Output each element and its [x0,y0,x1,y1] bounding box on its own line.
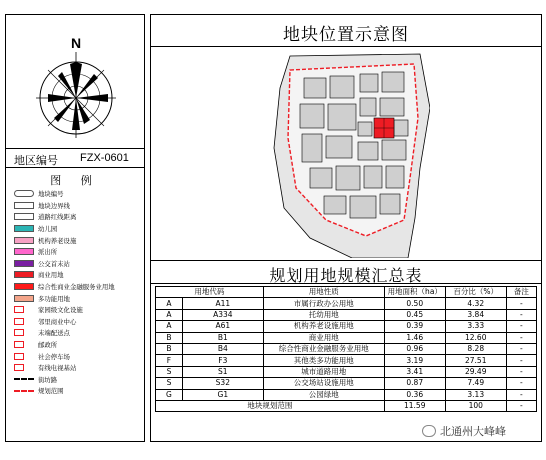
header-nature: 用地性质 [263,287,384,298]
table-cell: 7.49 [445,378,506,389]
total-label: 地块规划范围 [156,400,385,411]
legend-label: 地块编号 [38,190,64,199]
table-cell: S32 [182,378,263,389]
table-cell: F [156,355,183,366]
legend-item [14,234,142,246]
legend-item [14,362,142,374]
legend-swatch [14,329,24,336]
legend-label: 综合性商业金融服务业用地 [38,283,115,292]
table-cell: - [506,389,536,400]
table-cell: 其他类多功能用地 [263,355,384,366]
parcel-code-value: FZX-0601 [80,152,129,164]
site-map [270,48,430,258]
table-cell: 0.50 [384,298,445,309]
legend-swatch [14,353,24,360]
table-cell: A61 [182,321,263,332]
legend-label: 机构养老设施 [38,236,77,245]
legend-item [14,304,142,316]
table-row [156,321,537,332]
total-percent: 100 [445,400,506,411]
legend-label: 公交首末站 [38,259,70,268]
table-cell: 3.84 [445,309,506,320]
legend-item [14,292,142,304]
legend-swatch [14,390,34,392]
table-cell: 0.96 [384,343,445,354]
table-row [156,389,537,400]
wechat-icon [422,425,436,437]
table-cell: S1 [182,366,263,377]
legend-item [14,350,142,362]
header-area: 用地面积（ha） [384,287,445,298]
legend-label: 街坊路 [38,375,58,384]
table-cell: - [506,378,536,389]
legend-item [14,223,142,235]
legend-swatch [14,306,24,313]
table-cell: A334 [182,309,263,320]
total-area: 11.59 [384,400,445,411]
legend-list [14,188,142,397]
legend-swatch [14,283,34,290]
legend-label: 商业用地 [38,271,64,280]
table-cell: S [156,378,183,389]
table-title: 规划用地规模汇总表 [269,266,423,285]
table-row [156,298,537,309]
legend-label: 派出所 [38,248,58,257]
legend-item [14,246,142,258]
table-cell: 0.36 [384,389,445,400]
table-cell: 0.45 [384,309,445,320]
legend-swatch [14,202,34,209]
legend-label: 社会停车场 [38,352,70,361]
table-cell: 8.28 [445,343,506,354]
table-cell: 12.60 [445,332,506,343]
watermark [422,423,506,439]
legend-swatch [14,341,24,348]
table-cell: 3.13 [445,389,506,400]
table-cell: - [506,321,536,332]
table-row [156,309,537,320]
legend-label: 多功能用地 [38,294,70,303]
table-cell: B [156,343,183,354]
table-cell: 1.46 [384,332,445,343]
table-cell: A [156,321,183,332]
table-cell: - [506,309,536,320]
header-code: 用地代码 [156,287,264,298]
table-row [156,355,537,366]
table-cell: A [156,298,183,309]
table-cell: 综合性商业金融服务业用地 [263,343,384,354]
legend-item [14,385,142,397]
legend-label: 家园级文化设施 [38,306,83,315]
legend-item [14,258,142,270]
table-cell: 城市道路用地 [263,366,384,377]
table-cell: - [506,366,536,377]
page-title: 地块位置示意图 [283,25,409,45]
legend-swatch [14,190,34,197]
legend-swatch [14,213,34,220]
table-cell: B1 [182,332,263,343]
total-remark: - [506,400,536,411]
table-cell: G1 [182,389,263,400]
legend-label: 地块边界线 [38,201,70,210]
table-cell: F3 [182,355,263,366]
legend-swatch [14,248,34,255]
table-cell: - [506,332,536,343]
table-cell: 托幼用地 [263,309,384,320]
legend-item [14,200,142,212]
table-cell: 3.41 [384,366,445,377]
table-cell: A11 [182,298,263,309]
legend-label: 幼儿园 [38,225,58,234]
legend-swatch [14,237,34,244]
legend-label: 邻里商业中心 [38,317,77,326]
header-percent: 百分比（%） [445,287,506,298]
legend-label: 道路红线距离 [38,213,77,222]
table-cell: 3.33 [445,321,506,332]
table-cell: - [506,355,536,366]
table-header-row [156,287,537,298]
table-cell: 公交场站设施用地 [263,378,384,389]
legend-item [14,339,142,351]
compass-rose [20,34,132,146]
table-row [156,378,537,389]
legend-item [14,188,142,200]
header-remark: 备注 [506,287,536,298]
legend-heading: 图 例 [50,174,100,187]
legend-item [14,327,142,339]
table-cell: 27.51 [445,355,506,366]
legend-swatch [14,378,34,380]
table-cell: 公园绿地 [263,389,384,400]
table-cell: S [156,366,183,377]
table-cell: 0.87 [384,378,445,389]
table-cell: B4 [182,343,263,354]
table-cell: 3.19 [384,355,445,366]
legend-swatch [14,271,34,278]
table-cell: 机构养老设施用地 [263,321,384,332]
table-row [156,343,537,354]
legend-swatch [14,318,24,325]
table-cell: B [156,332,183,343]
table-cell: G [156,389,183,400]
table-total-row [156,400,537,411]
table-cell: 29.49 [445,366,506,377]
parcel-code-row [10,152,140,168]
legend-label: 规划范围 [38,387,64,396]
legend-item [14,269,142,281]
table-cell: 商业用地 [263,332,384,343]
legend-item [14,211,142,223]
legend-item [14,281,142,293]
legend-label: 邮政所 [38,341,58,350]
table-cell: 市属行政办公用地 [263,298,384,309]
land-use-table [155,286,537,412]
table-cell: - [506,298,536,309]
legend-item [14,374,142,386]
legend-swatch [14,225,34,232]
table-cell: 4.32 [445,298,506,309]
table-cell: 0.39 [384,321,445,332]
parcel-code-label: 地区编号 [14,154,58,167]
legend-swatch [14,364,24,371]
table-cell: - [506,343,536,354]
legend-swatch [14,260,34,267]
legend-item [14,316,142,328]
legend-swatch [14,295,34,302]
legend-label: 有线电视基站 [38,364,77,373]
table-cell: A [156,309,183,320]
watermark-text: 北通州大峰峰 [440,425,506,438]
legend-label: 末端配送点 [38,329,70,338]
north-label: N [70,35,82,51]
table-row [156,366,537,377]
table-row [156,332,537,343]
